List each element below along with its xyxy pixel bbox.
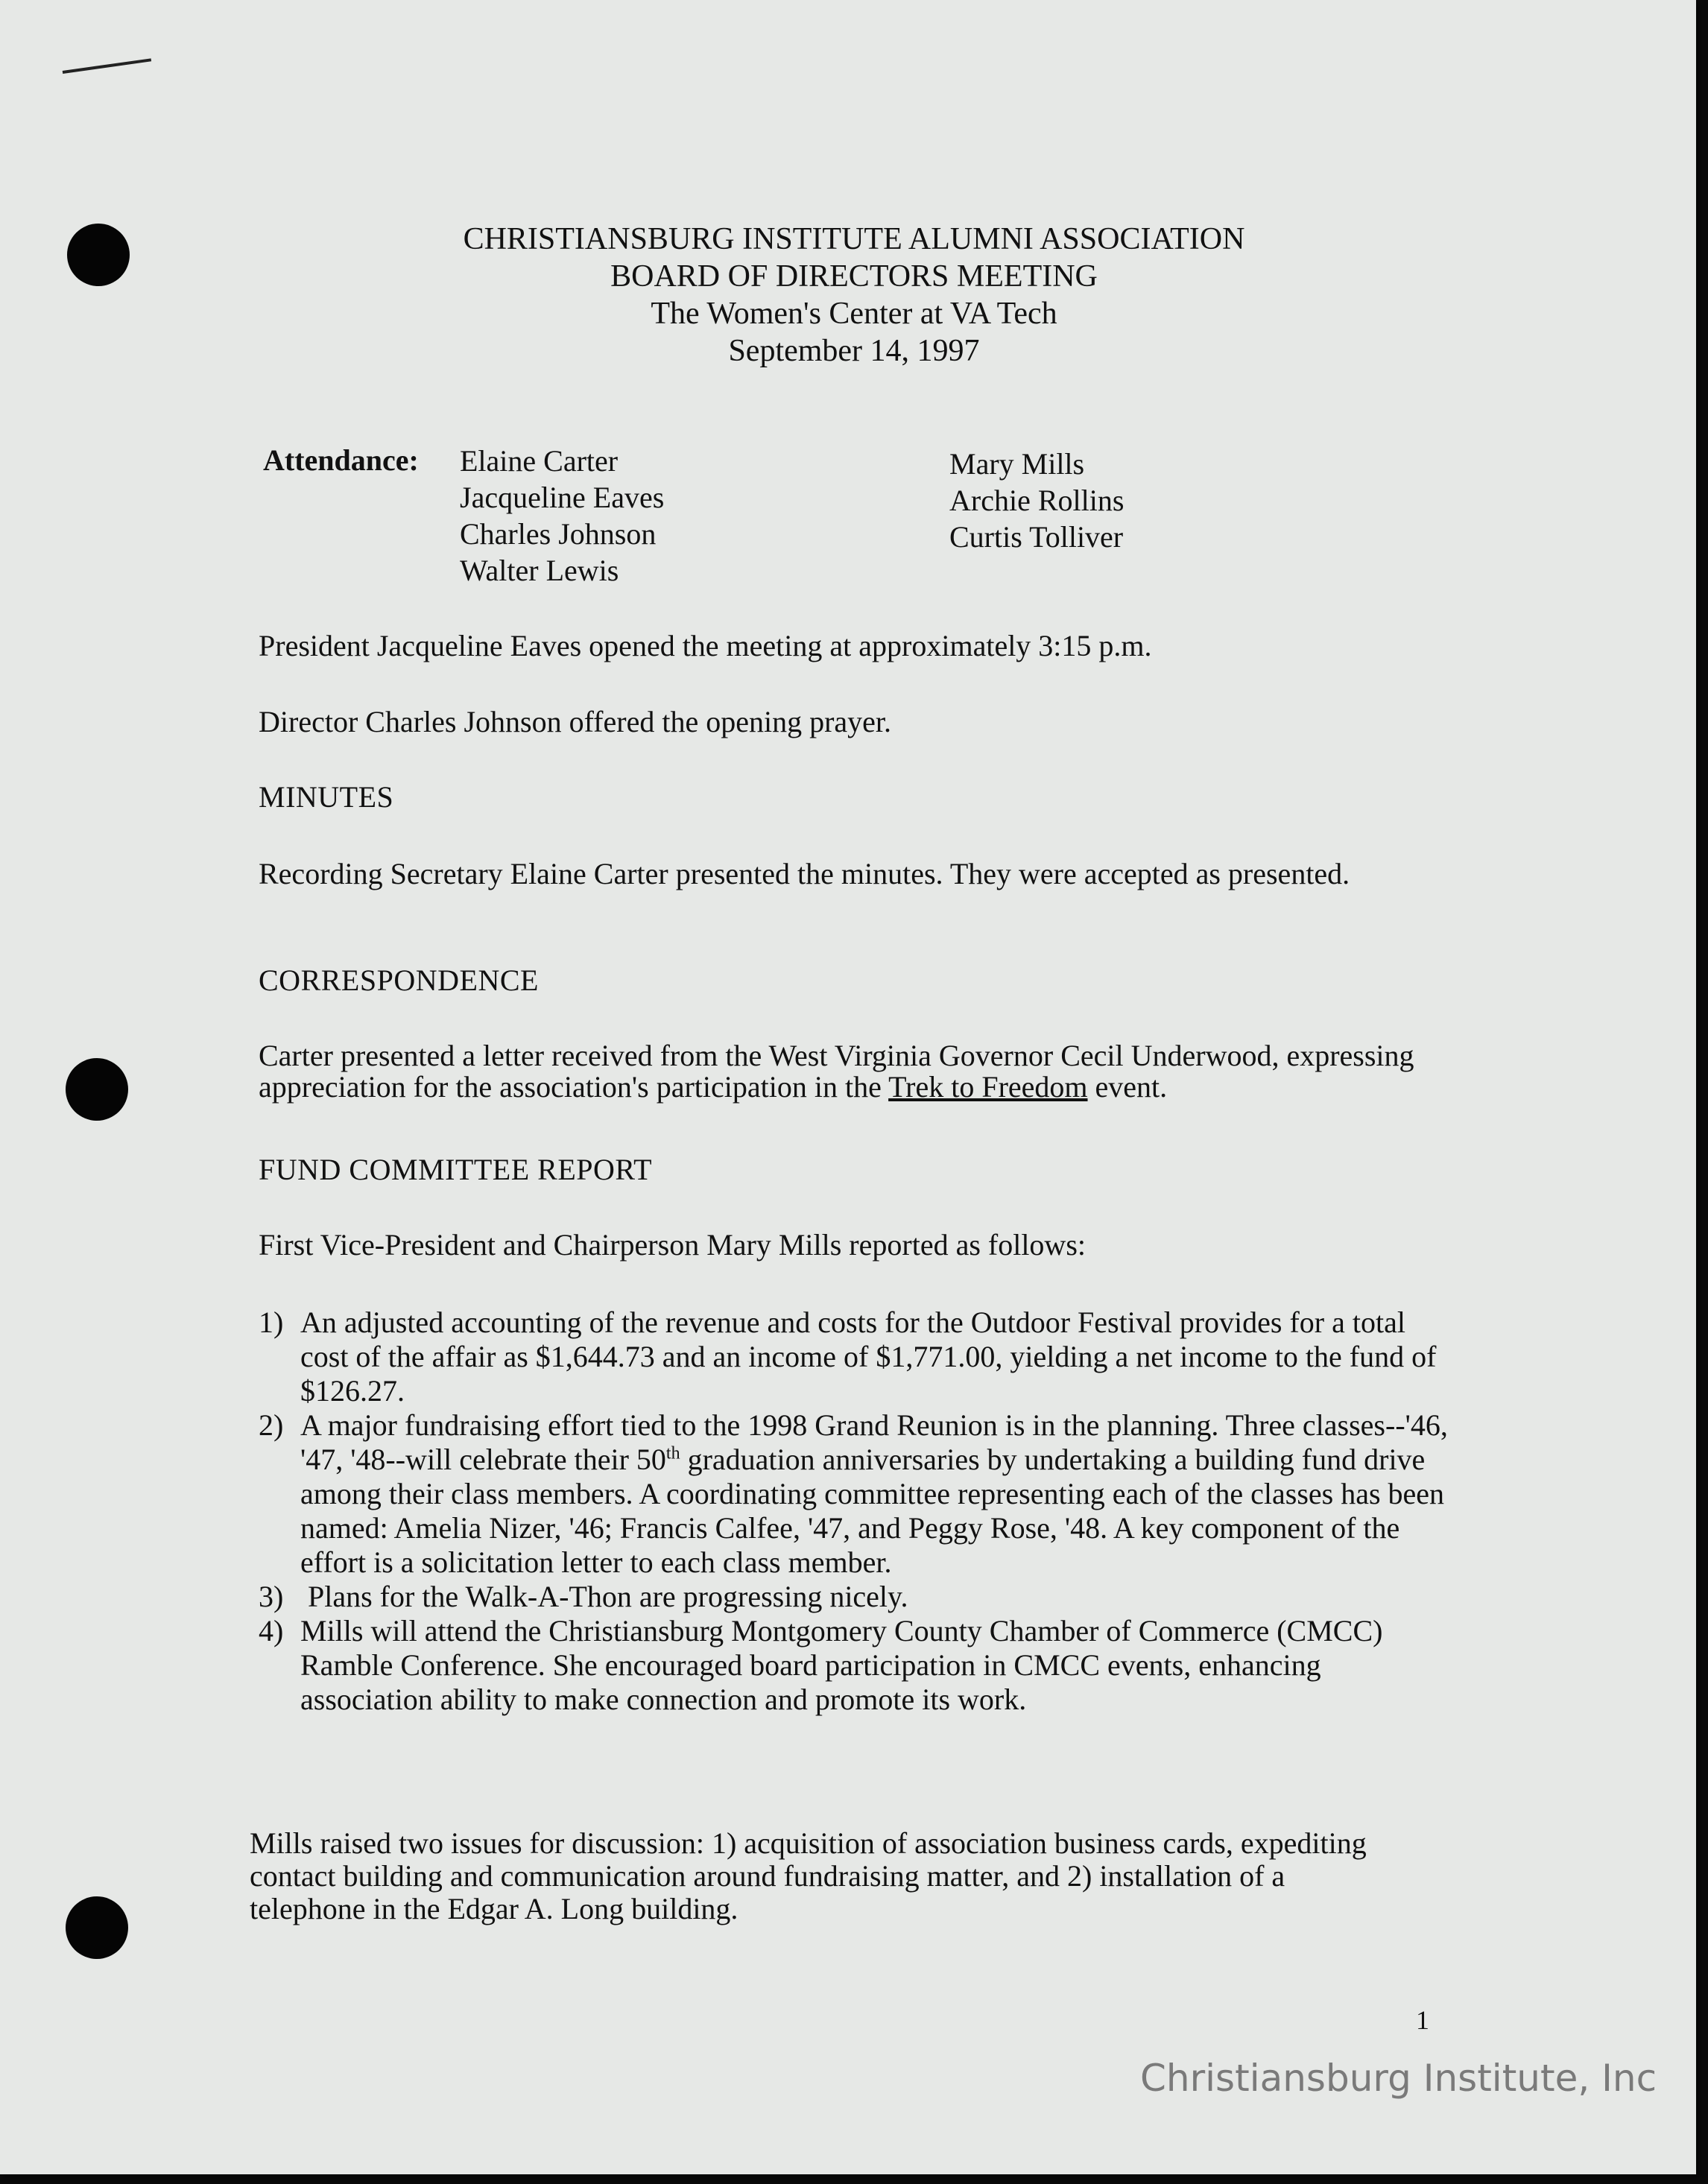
prayer-statement: Director Charles Johnson offered the opening prayer. bbox=[259, 705, 892, 738]
list-item: 3) Plans for the Walk-A-Thon are progressing nicely. bbox=[259, 1580, 908, 1613]
fund-report-list bbox=[259, 1305, 1458, 1717]
list-item: 2) A major fundraising effort tied to the 1998 Grand Reunion is in the planning. Three classes--'46, '47, '48--will celebrate their 50th graduation anniversaries by undertaking a building fund drive among their class members. A coordinating committee representing each of the classes has been named: Amelia Nizer, '46; Francis Calfee, '47, and Peggy Rose, '48. A key component of the effort is a solicitation letter to each class member. bbox=[259, 1408, 1448, 1579]
punch-hole-middle bbox=[66, 1058, 128, 1121]
fund-intro: First Vice-President and Chairperson Mary Mills reported as follows: bbox=[259, 1228, 1086, 1262]
minutes-heading: MINUTES bbox=[259, 780, 394, 814]
pen-mark bbox=[63, 58, 151, 74]
meeting-location: The Women's Center at VA Tech bbox=[651, 297, 1057, 331]
event-name: Trek to Freedom bbox=[888, 1070, 1088, 1104]
list-item: 1) An adjusted accounting of the revenue and costs for the Outdoor Festival provides for a total cost of the affair as $1,644.73 and an income of $1,771.00, yielding a net income to the fund of $126.27. bbox=[259, 1305, 1437, 1408]
org-title: CHRISTIANSBURG INSTITUTE ALUMNI ASSOCIATION bbox=[463, 222, 1245, 256]
list-item: 4) Mills will attend the Christiansburg Montgomery County Chamber of Commerce (CMCC) Ramble Conference. She encouraged board participation in CMCC events, enhancing association ability to make connection and promote its work. bbox=[259, 1614, 1383, 1716]
minutes-text: Recording Secretary Elaine Carter presented the minutes. They were accepted as presented. bbox=[259, 857, 1350, 890]
meeting-title: BOARD OF DIRECTORS MEETING bbox=[610, 259, 1098, 294]
opening-statement: President Jacqueline Eaves opened the meeting at approximately 3:15 p.m. bbox=[259, 629, 1152, 662]
attendance-col2 bbox=[949, 446, 1124, 555]
watermark: Christiansburg Institute, Inc bbox=[1140, 2057, 1657, 2100]
correspondence-heading: CORRESPONDENCE bbox=[259, 963, 539, 997]
punch-hole-bottom bbox=[66, 1896, 128, 1959]
meeting-date: September 14, 1997 bbox=[728, 334, 980, 368]
page-number: 1 bbox=[1416, 2005, 1429, 2035]
correspondence-text: Carter presented a letter received from the West Virginia Governor Cecil Underwood, expressing appreciation for the association's participation in the Trek to Freedom event. bbox=[259, 1039, 1414, 1104]
fund-heading: FUND COMMITTEE REPORT bbox=[259, 1153, 653, 1186]
attendee: Jacqueline Eaves bbox=[460, 481, 665, 514]
issues-text: Mills raised two issues for discussion: 1) acquisition of association business cards, expediting contact building and communication around fundraising matter, and 2) installation of a telephone in the Edgar A. Long building. bbox=[250, 1826, 1367, 1925]
attendee: Charles Johnson bbox=[460, 517, 657, 551]
attendee: Mary Mills bbox=[949, 447, 1085, 481]
attendee: Walter Lewis bbox=[460, 554, 619, 587]
attendance-label: Attendance: bbox=[263, 443, 419, 477]
attendee: Archie Rollins bbox=[949, 484, 1125, 517]
attendee: Curtis Tolliver bbox=[949, 520, 1124, 554]
attendee: Elaine Carter bbox=[460, 444, 619, 478]
attendance-col1 bbox=[460, 443, 664, 589]
